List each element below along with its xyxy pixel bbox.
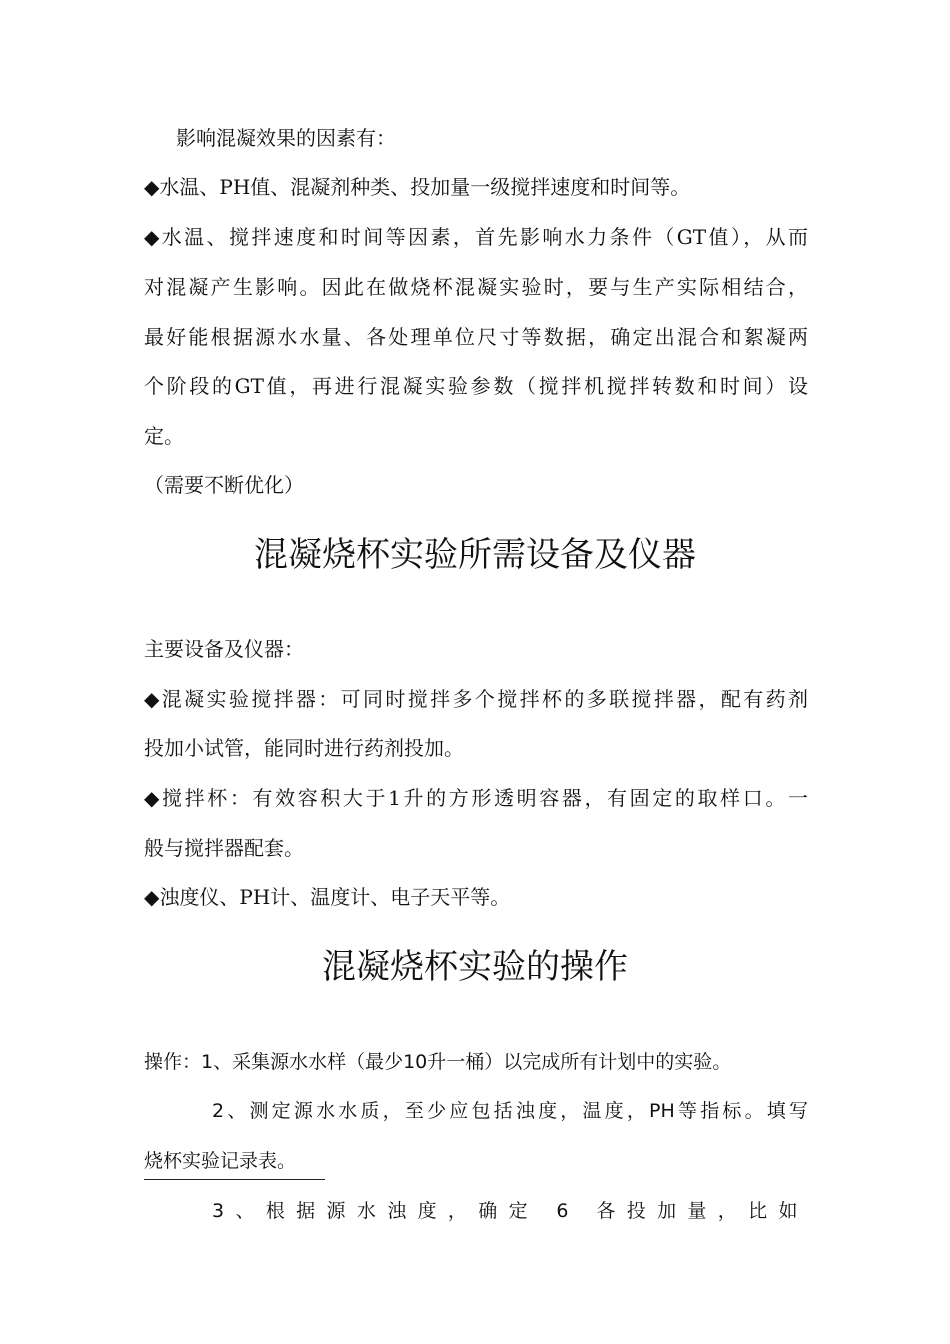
paragraph-line: 最好能根据源水水量、各处理单位尺寸等数据，确定出混合和絮凝两 [144,325,808,349]
paragraph-intro: 影响混凝效果的因素有： [176,126,396,150]
paragraph-line: 烧杯实验记录表。 [144,1150,297,1172]
bullet-factors-1: ◆水温、PH值、混凝剂种类、投加量一级搅拌速度和时间等。 [144,175,691,199]
underline-rule [144,1179,325,1180]
step-1-text: 操作：1、采集源水水样（最少10升一桶）以完成所有计划中的实验。 [144,1051,732,1073]
step-1 [144,1047,808,1076]
paragraph-line: 个阶段的GT值，再进行混凝实验参数（搅拌机搅拌转数和时间）设 [144,374,808,398]
section-heading-equipment: 混凝烧杯实验所需设备及仪器 [254,535,696,575]
step-2: 2、测定源水水质，至少应包括浊度，温度，PH等指标。填写 [212,1100,808,1122]
bullet-equipment-2: ◆搅拌杯：有效容积大于1升的方形透明容器，有固定的取样口。一 [144,786,808,810]
bullet-equipment-3: ◆浊度仪、PH计、温度计、电子天平等。 [144,885,511,909]
paragraph-line: 般与搅拌器配套。 [144,836,304,860]
section-heading-operation: 混凝烧杯实验的操作 [322,947,628,987]
note-optimize: （需要不断优化） [144,473,304,497]
paragraph-equipment-intro: 主要设备及仪器： [144,637,304,661]
paragraph-line: 投加小试管，能同时进行药剂投加。 [144,736,464,760]
paragraph-line: 对混凝产生影响。因此在做烧杯混凝实验时，要与生产实际相结合， [144,275,808,299]
paragraph-line: 定。 [144,424,184,448]
bullet-equipment-1: ◆混凝实验搅拌器：可同时搅拌多个搅拌杯的多联搅拌器，配有药剂 [144,687,808,711]
bullet-factors-2: ◆水温、搅拌速度和时间等因素，首先影响水力条件（GT值），从而 [144,225,808,249]
step-3: 3、根据源水浊度，确定 6 各投加量，比如 [212,1200,808,1222]
